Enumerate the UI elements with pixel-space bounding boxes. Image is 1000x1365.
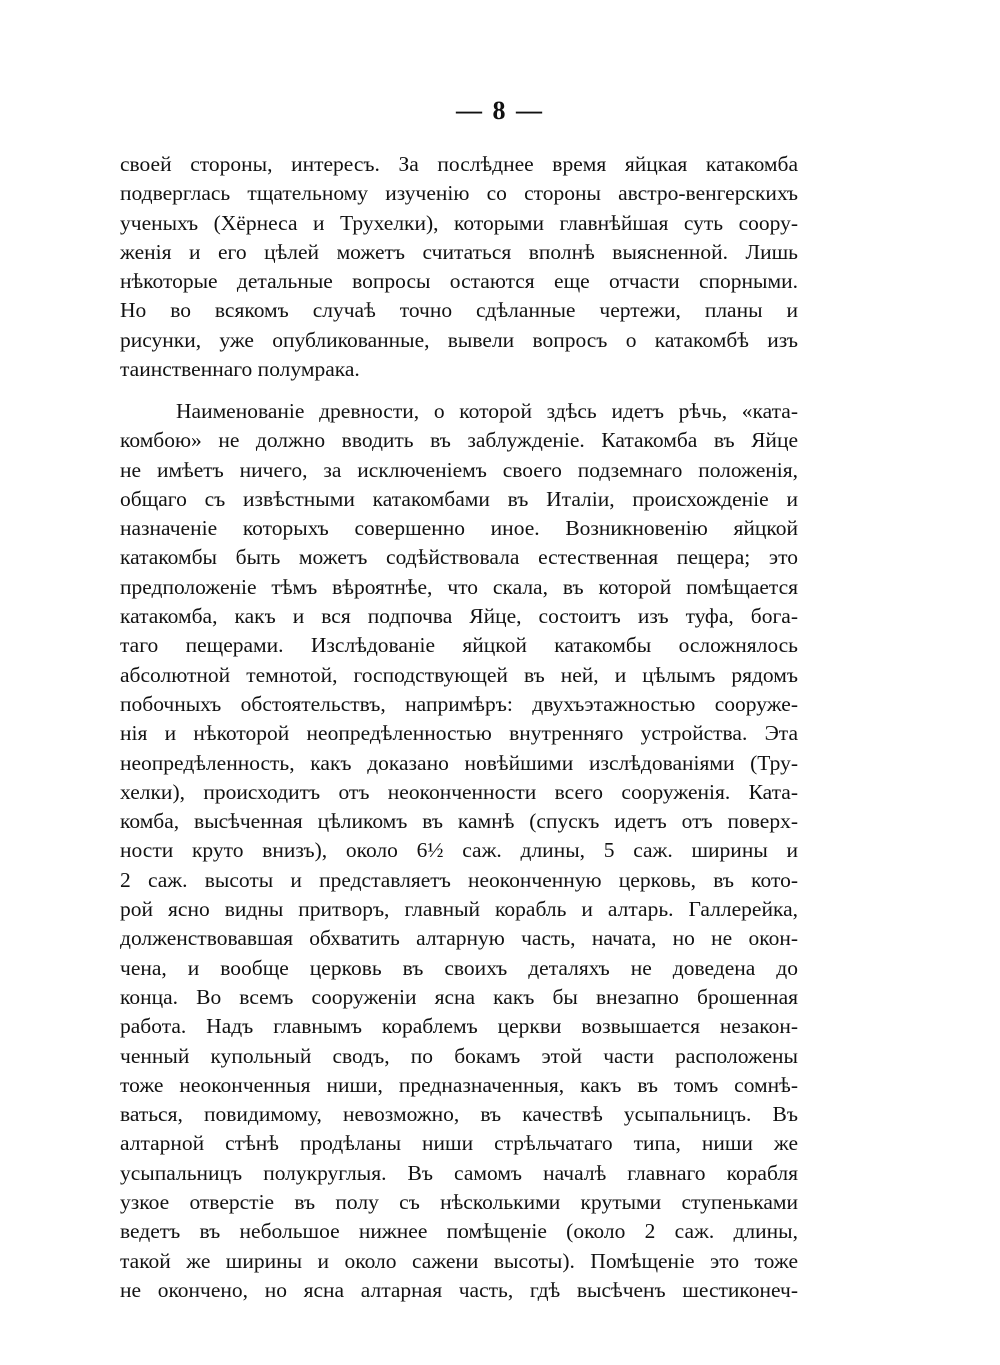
text-line: не окончено, но ясна алтарная часть, гдѣ высѣченъ шестиконеч-	[120, 1277, 798, 1302]
text-line: таинственнаго полумрака.	[120, 357, 360, 382]
text-line: комба, высѣченная цѣликомъ въ камнѣ (спускъ идетъ отъ поверх-	[120, 809, 798, 834]
text-line: катакомбы быть можетъ содѣйствовала естественная пещера; это	[120, 545, 798, 570]
text-line: нѣкоторые детальные вопросы остаются еще отчасти спорными.	[120, 269, 798, 294]
text-line: алтарной стѣнѣ продѣланы ниши стрѣльчатаго типа, ниши же	[120, 1131, 798, 1156]
text-line: работа. Надъ главнымъ кораблемъ церкви возвышается незакон-	[120, 1014, 798, 1039]
paragraph-1	[120, 150, 798, 384]
text-line: таго пещерами. Изслѣдованіе яйцкой катакомбы осложнялось	[120, 633, 798, 658]
text-line: долженствовавшая обхватить алтарную часть, начата, но не окон-	[120, 926, 798, 951]
text-line: конца. Во всемъ сооруженіи ясна какъ бы внезапно брошенная	[120, 984, 798, 1009]
text-line: комбою» не должно вводить въ заблужденіе. Катакомба въ Яйце	[120, 428, 798, 453]
text-line: женія и его цѣлей можетъ считаться вполнѣ выясненной. Лишь	[120, 239, 798, 264]
text-line: нія и нѣкоторой неопредѣленностью внутренняго устройства. Эта	[120, 721, 798, 746]
text-line: ченный купольный сводъ, по бокамъ этой части расположены	[120, 1043, 798, 1068]
text-line: побочныхъ обстоятельствъ, напримѣръ: двухъэтажностью сооруже-	[120, 691, 798, 716]
text-line: назначеніе которыхъ совершенно иное. Возникновенію яйцкой	[120, 516, 798, 541]
text-line: своей стороны, интересъ. За послѣднее время яйцкая катакомба	[120, 152, 798, 176]
text-line: абсолютной темнотой, господствующей въ ней, и цѣлымъ рядомъ	[120, 662, 798, 687]
text-line: ученыхъ (Хёрнеса и Трухелки), которыми главнѣйшая суть соору-	[120, 210, 798, 235]
text-line: узкое отверстіе въ полу съ нѣсколькими крутыми ступеньками	[120, 1190, 798, 1215]
text-line: ведетъ въ небольшое нижнее помѣщеніе (около 2 саж. длины,	[120, 1219, 798, 1244]
text-line: хелки), происходитъ отъ неоконченности всего сооруженія. Ката-	[120, 779, 798, 804]
text-line: такой же ширины и около сажени высоты). Помѣщеніе это тоже	[120, 1248, 798, 1273]
text-line: предположеніе тѣмъ вѣроятнѣе, что скала, въ которой помѣщается	[120, 574, 798, 599]
text-line: ности круто внизъ), около 6½ саж. длины, 5 саж. ширины и	[120, 838, 798, 863]
text-line: рисунки, уже опубликованные, вывели вопросъ о катакомбѣ изъ	[120, 327, 798, 352]
text-line: подверглась тщательному изученію со стороны австро-венгерскихъ	[120, 181, 798, 206]
text-line: Наименованіе древности, о которой здѣсь идетъ рѣчь, «ката-	[176, 399, 798, 423]
text-line: тоже неоконченныя ниши, предназначенныя, какъ въ томъ сомнѣ-	[120, 1072, 798, 1097]
text-line: рой ясно видны притворъ, главный корабль и алтарь. Галлерейка,	[120, 897, 798, 922]
text-line: 2 саж. высоты и представляетъ неоконченную церковь, въ кото-	[120, 867, 798, 892]
paragraph-2	[120, 397, 798, 1305]
page-number: — 8 —	[456, 96, 544, 125]
text-line: Но во всякомъ случаѣ точно сдѣланные чертежи, планы и	[120, 298, 798, 323]
text-line: не имѣетъ ничего, за исключеніемъ своего подземнаго положенія,	[120, 457, 798, 482]
text-line: усыпальницъ полукруглыя. Въ самомъ началѣ главнаго корабля	[120, 1160, 798, 1185]
text-line: чена, и вообще церковь въ своихъ деталяхъ не доведена до	[120, 955, 798, 980]
text-line: ваться, повидимому, невозможно, въ качествѣ усыпальницъ. Въ	[120, 1102, 798, 1127]
text-line: неопредѣленность, какъ доказано новѣйшими изслѣдованіями (Тру-	[120, 750, 798, 775]
text-line: общаго съ извѣстными катакомбами въ Италіи, происхожденіе и	[120, 486, 798, 511]
text-line: катакомба, какъ и вся подпочва Яйце, состоитъ изъ туфа, бога-	[120, 604, 798, 629]
